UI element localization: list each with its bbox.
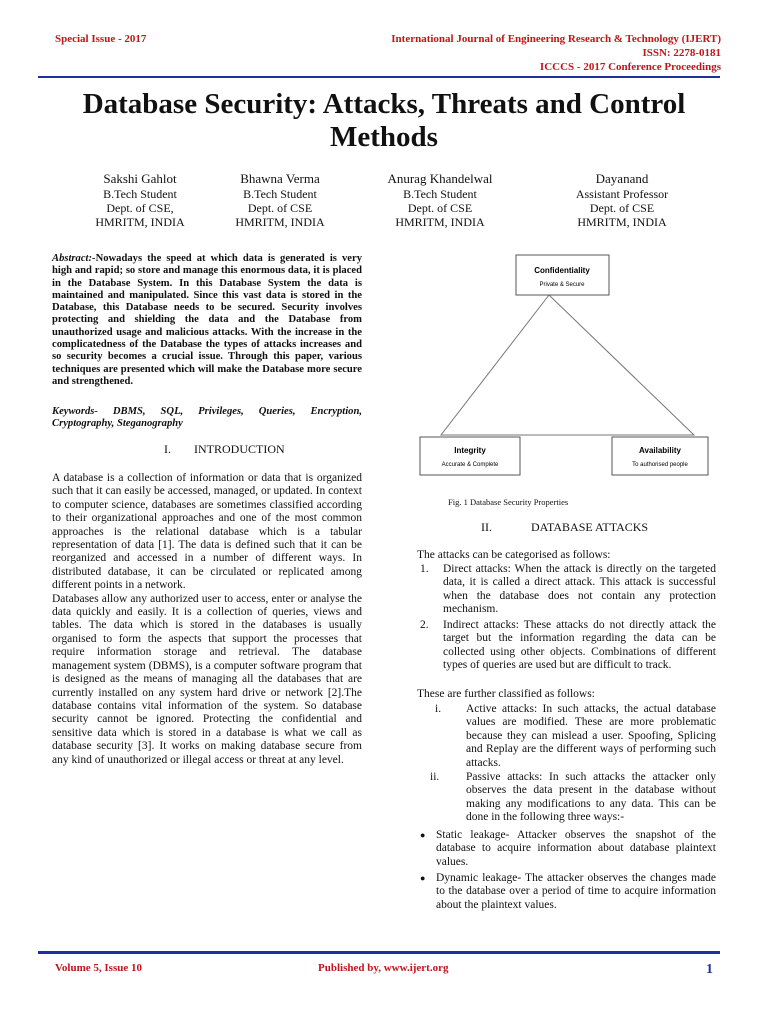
abstract [52,253,362,388]
attack-1-number: 1. [420,563,429,575]
integrity-box [420,437,520,475]
availability-box [612,437,708,475]
security-properties-diagram [414,245,720,485]
sub-2-number: ii. [430,771,440,783]
header-issn: ISSN: 2278-0181 [642,47,721,59]
triangle-shape [441,295,694,435]
author-inst: HMRITM, INDIA [395,215,485,229]
abstract-text: Nowadays the speed at which data is generated is very high and rapid; so store and manage this enormous data, it is placed in the Database System. In this Database System the data is maintained and manipulated. Since this vast data is stored in the Database, this Database needs to be secured. Security involves protecting and shielding the data and the Database from unauthorized usage and malicious attacks. With the increase in the complicatedness of the Database the types of attacks increases and so security becomes a crucial issue. Through this paper, various techniques are presented which will make the Database more secure and strengthened. [52,253,362,387]
attack-2-number: 2. [420,619,429,631]
further-classification: These are further classified as follows: [417,688,595,700]
author-dept: Dept. of CSE [247,201,313,215]
header-special-issue: Special Issue - 2017 [55,33,147,45]
confidentiality-title: Confidentiality [534,266,590,275]
author-name: Sakshi Gahlot [103,171,177,186]
author-role: Assistant Professor [575,187,669,201]
availability-subtitle: To authorised people [632,462,688,468]
author-1 [85,171,195,229]
attacks-number: II. [481,520,492,534]
attacks-heading: DATABASE ATTACKS [531,520,649,534]
keywords: Keywords- DBMS, SQL, Privileges, Queries, Encryption, Cryptography, Steganography [52,406,362,430]
confidentiality-subtitle: Private & Secure [539,282,585,288]
bullet-2-symbol: ● [420,873,426,883]
availability-title: Availability [639,446,681,455]
intro-heading: INTRODUCTION [194,442,285,456]
header-conference: ICCCS - 2017 Conference Proceedings [539,61,721,73]
attack-1-text: Direct attacks: When the attack is directly on the targeted data, it is called a direct attack. This attack is successful when the database does not contain any protection mechanism. [443,563,716,616]
author-inst: HMRITM, INDIA [577,215,667,229]
footer-rule [38,951,720,954]
author-dept: Dept. of CSE [407,201,473,215]
title-line-2: Methods [330,121,438,153]
intro-paragraph-1: A database is a collection of information or data that is organized such that it can easily be accessed, managed, or updated. In context to computer science, databases are sometimes classified according to their organizational approaches and one of the most common approaches is the relational database which is a tabular representation of data [1]. The data is defined such that it can be reorganized and accessed in a number of different ways. In distributed database, it can be circulated or replicated among different points in a network. [52,472,362,592]
confidentiality-box [516,255,609,295]
integrity-title: Integrity [454,446,486,455]
figure-caption: Fig. 1 Database Security Properties [448,497,569,507]
author-dept: Dept. of CSE [589,201,655,215]
bullet-2-text: Dynamic leakage- The attacker observes the changes made to the database over a period of time to acquire information about the plaintext values. [436,872,716,911]
bullet-1-text: Static leakage- Attacker observes the snapshot of the database to acquire information about database plaintext values. [436,829,716,868]
attack-2-text: Indirect attacks: These attacks do not directly attack the target but the information regarding the data can be collected using other objects. Combinations of different types of queries are used but are difficult to track. [443,619,716,672]
author-name: Anurag Khandelwal [387,171,493,186]
integrity-subtitle: Accurate & Complete [441,462,499,468]
intro-paragraph-2: Databases allow any authorized user to access, enter or analyse the data quickly and easily. It is a collection of queries, views and tables. The data which is stored in the databases is usually organised to form the aspects that support the processes that require information storage and retrieval. The database management system (DBMS), is a computer software program that is designed as the means of managing all the databases that are currently installed on any system hard drive or network [2].The database contains vital information of the system. So database security cannot be ignored. Protecting the confidential and sensitive data which is stored in a database is what we call as database security [3]. It works on making database secure from any kind of unauthorized or illegal access or threat at any level. [52,592,362,766]
author-role: B.Tech Student [403,187,477,201]
page-number: 1 [706,962,713,977]
paper-title [40,88,728,154]
sub-1-number: i. [435,703,442,715]
footer-publisher: Published by, www.ijert.org [318,962,449,974]
abstract-label: Abstract:- [52,253,96,264]
author-inst: HMRITM, INDIA [95,215,185,229]
author-name: Dayanand [595,171,649,186]
intro-body [52,472,362,767]
bullet-1-symbol: ● [420,830,426,840]
author-3 [375,171,505,229]
attacks-intro: The attacks can be categorised as follows: [417,549,611,561]
author-role: B.Tech Student [243,187,317,201]
intro-number: I. [164,442,171,456]
author-name: Bhawna Verma [240,171,320,186]
header-rule [38,76,720,78]
title-line-1: Database Security: Attacks, Threats and Control [82,88,686,120]
author-4 [557,171,687,229]
footer-volume: Volume 5, Issue 10 [55,962,142,974]
author-2 [225,171,335,229]
author-dept: Dept. of CSE, [106,201,174,215]
header-journal: International Journal of Engineering Research & Technology (IJERT) [391,33,721,45]
author-role: B.Tech Student [103,187,177,201]
author-inst: HMRITM, INDIA [235,215,325,229]
sub-2-text: Passive attacks: In such attacks the attacker only observes the data present in the database without making any modifications to any data. This can be done in the following three ways:- [466,771,716,824]
sub-1-text: Active attacks: In such attacks, the actual database values are modified. These are more problematic because they can mislead a user. Spoofing, Splicing and Replay are the different ways of performing such attacks. [466,703,716,769]
